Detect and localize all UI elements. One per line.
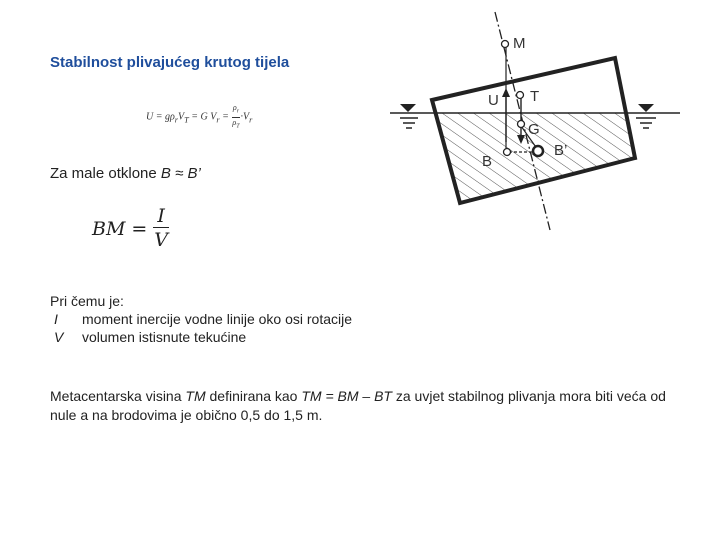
legend-text: volumen istisnute tekućine <box>82 329 247 345</box>
formula-part: = <box>219 111 232 123</box>
label-b-prime: B’ <box>554 142 568 159</box>
para-equation: TM = BM – BT <box>301 388 392 404</box>
label-g: G <box>528 121 540 138</box>
water-level-symbol-right <box>636 104 656 128</box>
symbol-legend <box>50 292 352 346</box>
point-b-prime <box>533 146 543 156</box>
formula-part: ·V <box>240 111 250 123</box>
legend-item <box>50 310 352 328</box>
frac-num: ρ <box>232 103 237 112</box>
page-title: Stabilnost plivajućeg krutog tijela <box>50 54 290 71</box>
density-fraction <box>232 103 239 131</box>
para-tm: TM <box>185 388 206 404</box>
formula-part: U = gρ <box>146 111 175 123</box>
bm-eq: = <box>131 217 148 240</box>
frac-den: ρ <box>232 117 237 127</box>
frac-num-sub: r <box>236 108 240 115</box>
legend-symbol: V <box>54 329 64 345</box>
legend-item <box>50 328 352 346</box>
formula-sub: r <box>174 115 179 125</box>
point-m <box>502 41 509 48</box>
metacentric-paragraph <box>50 387 670 425</box>
formula-sub: T <box>184 115 189 125</box>
formula-sub: r <box>249 115 253 125</box>
legend-text: moment inercije vodne linije oko osi rotacije <box>82 311 353 327</box>
bm-fraction <box>153 205 169 252</box>
para-text: definirana kao <box>205 388 302 404</box>
point-t <box>517 92 524 99</box>
para-text: za uvjet stabilnog plivanja mora biti veća od nule a na brodovima je obično 0,5 do 1,5 m. <box>50 388 666 423</box>
point-g <box>518 121 525 128</box>
label-u: U <box>488 92 499 109</box>
para-text: Metacentarska visina <box>50 388 186 404</box>
formula-sub: r <box>216 115 220 125</box>
formula-part: V <box>178 111 185 123</box>
small-deflection-expr: B ≈ B’ <box>160 165 201 182</box>
water-level-symbol-left <box>400 104 418 128</box>
bm-den: V <box>154 229 168 251</box>
bm-num: I <box>153 205 169 228</box>
small-deflection-label: Za male otklone <box>50 165 161 182</box>
frac-den-sub: T <box>236 123 240 130</box>
point-b <box>504 149 511 156</box>
legend-symbol: I <box>54 311 58 327</box>
label-t: T <box>530 88 540 105</box>
buoyancy-formula <box>146 103 252 131</box>
legend-heading: Pri čemu je: <box>50 293 124 309</box>
small-deflection-text <box>50 165 201 182</box>
label-m: M <box>513 35 526 52</box>
bm-formula <box>92 205 169 252</box>
formula-part: = G V <box>188 111 217 123</box>
bm-lhs: BM <box>92 217 126 240</box>
floating-body-diagram <box>390 0 680 270</box>
label-b: B <box>482 153 493 170</box>
